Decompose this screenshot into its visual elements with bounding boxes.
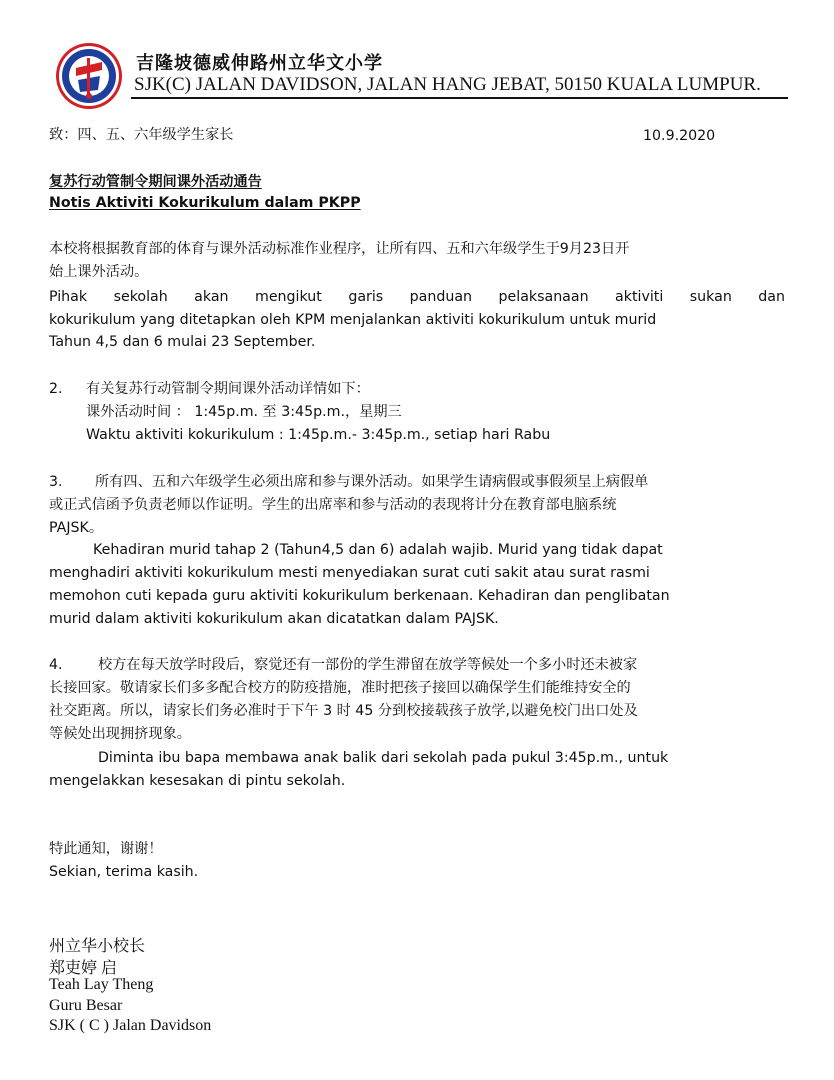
signature-school: SJK ( C ) Jalan Davidson xyxy=(49,1017,212,1034)
para4-number: 4. xyxy=(49,657,63,673)
para2-number: 2. xyxy=(49,381,63,397)
signature-title-malay: Guru Besar xyxy=(49,997,123,1014)
para3-ms-line4: murid dalam aktiviti kokurikulum akan dicatatkan dalam PAJSK. xyxy=(49,611,499,627)
para1-cn-line1: 本校将根据教育部的体育与课外活动标准作业程序，让所有四、五和六年级学生于9月23日开 xyxy=(49,241,630,257)
closing-chinese: 特此通知，谢谢！ xyxy=(49,841,163,857)
para3-cn-line3: PAJSK。 xyxy=(49,520,104,536)
signature-name: Teah Lay Theng xyxy=(49,976,154,993)
school-name-chinese: 吉隆坡德威伸路州立华文小学 xyxy=(136,53,383,73)
para4-cn-line3: 社交距离。所以，请家长们务必准时于下午 3 时 45 分到校接载孩子放学,以避免校门出口处及 xyxy=(49,703,638,719)
school-name-english: SJK(C) JALAN DAVIDSON, JALAN HANG JEBAT, 50150 KUALA LUMPUR. xyxy=(134,74,761,95)
para3-cn-line2: 或正式信函予负责老师以作证明。学生的出席率和参与活动的表现将计分在教育部电脑系统 xyxy=(49,497,617,513)
para3-cn-line1: 所有四、五和六年级学生必须出席和参与课外活动。如果学生请病假或事假须呈上病假单 xyxy=(95,474,649,490)
para4-ms-line2: mengelakkan kesesakan di pintu sekolah. xyxy=(49,773,346,789)
para3-number: 3. xyxy=(49,474,63,490)
para4-cn-line2: 长接回家。敬请家长们多多配合校方的防疫措施，准时把孩子接回以确保学生们能维持安全的 xyxy=(49,680,631,696)
para2-cn-intro: 有关复苏行动管制令期间课外活动详情如下： xyxy=(86,381,370,397)
para1-cn-line2: 始上课外活动。 xyxy=(49,264,149,280)
header-divider xyxy=(131,97,788,99)
para1-ms-line3: Tahun 4,5 dan 6 mulai 23 September. xyxy=(49,334,316,350)
para3-ms-line3: memohon cuti kepada guru aktiviti kokurikulum berkenaan. Kehadiran dan penglibatan xyxy=(49,588,670,604)
para2-cn-time: 课外活动时间 ： 1:45p.m. 至 3:45p.m.，星期三 xyxy=(86,404,402,420)
school-logo xyxy=(54,40,124,112)
para1-ms-line1: Pihak sekolah akan mengikut garis panduan pelaksanaan aktiviti sukan dan xyxy=(49,289,785,305)
para4-ms-line1: Diminta ibu bapa membawa anak balik dari sekolah pada pukul 3:45p.m., untuk xyxy=(98,750,669,766)
signature-title-chinese: 州立华小校长 xyxy=(49,938,146,955)
para3-ms-line1: Kehadiran murid tahap 2 (Tahun4,5 dan 6) adalah wajib. Murid yang tidak dapat xyxy=(93,542,663,558)
letter-date: 10.9.2020 xyxy=(643,128,716,144)
para3-ms-line2: menghadiri aktiviti kokurikulum mesti menyediakan surat cuti sakit atau surat rasmi xyxy=(49,565,650,581)
closing-malay: Sekian, terima kasih. xyxy=(49,864,199,880)
title-malay: Notis Aktiviti Kokurikulum dalam PKPP xyxy=(49,195,361,211)
para4-cn-line4: 等候处出现拥挤现象。 xyxy=(49,726,191,742)
signature-name-chinese: 郑吏婷 启 xyxy=(49,960,118,977)
para4-cn-line1: 校方在每天放学时段后，察觉还有一部份的学生滞留在放学等候处一个多小时还未被家 xyxy=(98,657,638,673)
para2-ms-time: Waktu aktiviti kokurikulum : 1:45p.m.- 3:45p.m., setiap hari Rabu xyxy=(86,427,551,443)
salutation: 致：四、五、六年级学生家长 xyxy=(49,127,234,143)
para1-ms-line2: kokurikulum yang ditetapkan oleh KPM menjalankan aktiviti kokurikulum untuk murid xyxy=(49,312,657,328)
title-chinese: 复苏行动管制令期间课外活动通告 xyxy=(49,174,262,190)
